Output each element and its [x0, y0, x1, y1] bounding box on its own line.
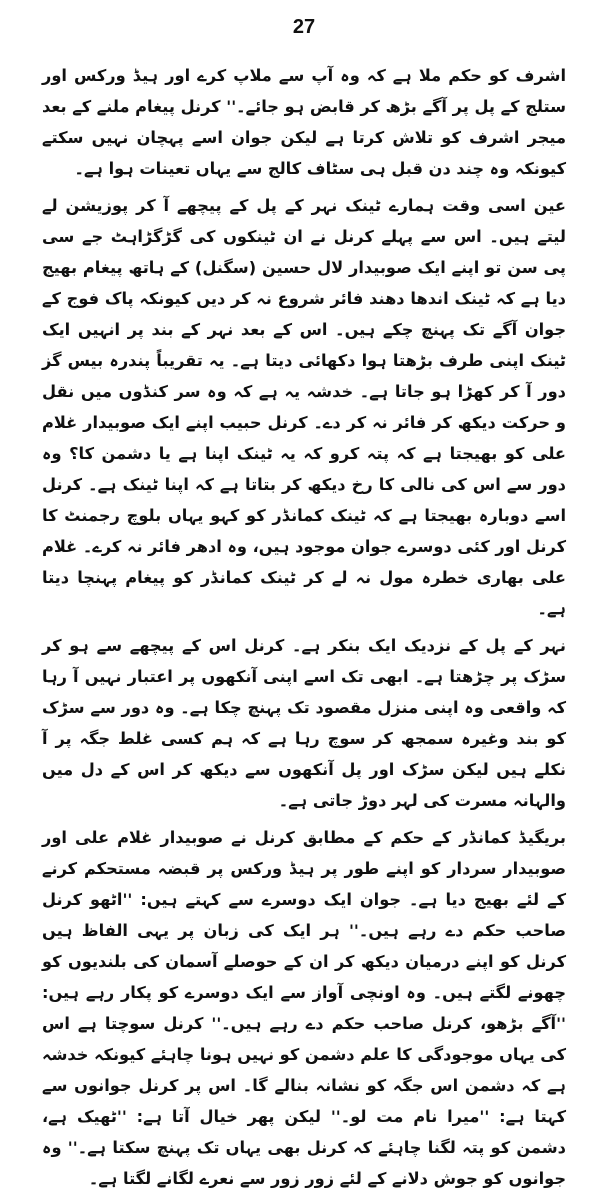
paragraph: نہر کے پل کے نزدیک ایک بنکر ہے۔ کرنل اس کے پیچھے سے ہو کر سڑک پر چڑھتا ہے۔ ابھی تک اسے اپنی آنکھوں پر اعتبار نہیں آ رہا کہ واقعی وہ اپنی منزل مقصود تک پہنچ چکا ہے۔ وہ دور سے سڑک کو بند وغیرہ سمجھ کر سوچ رہا ہے کہ ہم کسی غلط جگہ پر آ نکلے ہیں لیکن سڑک اور پل آنکھوں سے دیکھ کر اس کے دل میں والہانہ مسرت کی لہر دوڑ جاتی ہے۔ [42, 636, 566, 810]
paragraph: اشرف کو حکم ملا ہے کہ وہ آپ سے ملاپ کرے اور ہیڈ ورکس اور ستلج کے پل پر آگے بڑھ کر قابض ہو جائے۔'' کرنل پیغام ملنے کے بعد میجر اشرف کو تلاش کرتا ہے لیکن جوان اسے پہچان نہیں سکتے کیونکہ وہ چند دن قبل ہی سٹاف کالج سے یہاں تعینات ہوا ہے۔ [42, 66, 566, 178]
paragraph: بریگیڈ کمانڈر کے حکم کے مطابق کرنل نے صوبیدار غلام علی اور صوبیدار سردار کو اپنے طور پر ہیڈ ورکس پر قبضہ مستحکم کرنے کے لئے بھیج دیا ہے۔ جوان ایک دوسرے سے کہتے ہیں: ''اٹھو کرنل صاحب حکم دے رہے ہیں۔'' ہر ایک کی زبان پر یہی الفاظ ہیں کرنل کو اپنے درمیان دیکھ کر ان کے حوصلے آسمان کی بلندیوں کو چھونے لگتے ہیں۔ وہ اونچی آواز سے ایک دوسرے کو پکار رہے ہیں: ''آگے بڑھو، کرنل صاحب حکم دے رہے ہیں۔'' کرنل سوچتا ہے اس کی یہاں موجودگی کا علم دشمن کو نہیں ہونا چاہئے کیونکہ خدشہ ہے کہ دشمن اس جگہ کو نشانہ بنالے گا۔ اس پر کرنل جوانوں سے کہتا ہے: ''میرا نام مت لو۔'' لیکن پھر خیال آتا ہے: ''ٹھیک ہے، دشمن کو پتہ لگنا چاہئے کہ کرنل بھی یہاں تک پہنچ سکتا ہے۔'' وہ جوانوں کو جوش دلانے کے لئے زور زور سے نعرے لگانے لگتا ہے۔ [42, 828, 566, 1188]
page-number: 27 [292, 16, 316, 38]
page-body [42, 60, 566, 1194]
paragraph: عین اسی وقت ہمارے ٹینک نہر کے پل کے پیچھے آ کر پوزیشن لے لیتے ہیں۔ اس سے پہلے کرنل نے ان ٹینکوں کی گڑگڑاہٹ جے سی پی سن تو اپنے ایک صوبیدار لال حسین (سگنل) کے ہاتھ پیغام بھیج دیا ہے کہ ٹینک اندھا دھند فائر شروع نہ کر دیں کیونکہ پاک فوج کے جوان آگے تک پہنچ چکے ہیں۔ اس کے بعد نہر کے بند پر انہیں ایک ٹینک اپنی طرف بڑھتا ہوا دکھائی دیتا ہے۔ یہ تقریباً پندرہ بیس گز دور آ کر کھڑا ہو جاتا ہے۔ خدشہ یہ ہے کہ وہ سر کنڈوں میں نقل و حرکت دیکھ کر فائر نہ کر دے۔ کرنل حبیب اپنے ایک صوبیدار غلام علی کو بھیجتا ہے کہ پتہ کرو کہ یہ ٹینک اپنا ہے یا دشمن کا؟ وہ دور سے اس کی نالی کا رخ دیکھ کر بتاتا ہے کہ اپنا ٹینک ہے۔ کرنل اسے دوبارہ بھیجتا ہے کہ ٹینک کمانڈر کو کہو یہاں بلوچ رجمنٹ کا کرنل اور کئی دوسرے جوان موجود ہیں، وہ ادھر فائر نہ کرے۔ غلام علی بھاری خطرہ مول نہ لے کر ٹینک کمانڈر کو پیغام پہنچا دیتا ہے۔ [42, 196, 566, 618]
